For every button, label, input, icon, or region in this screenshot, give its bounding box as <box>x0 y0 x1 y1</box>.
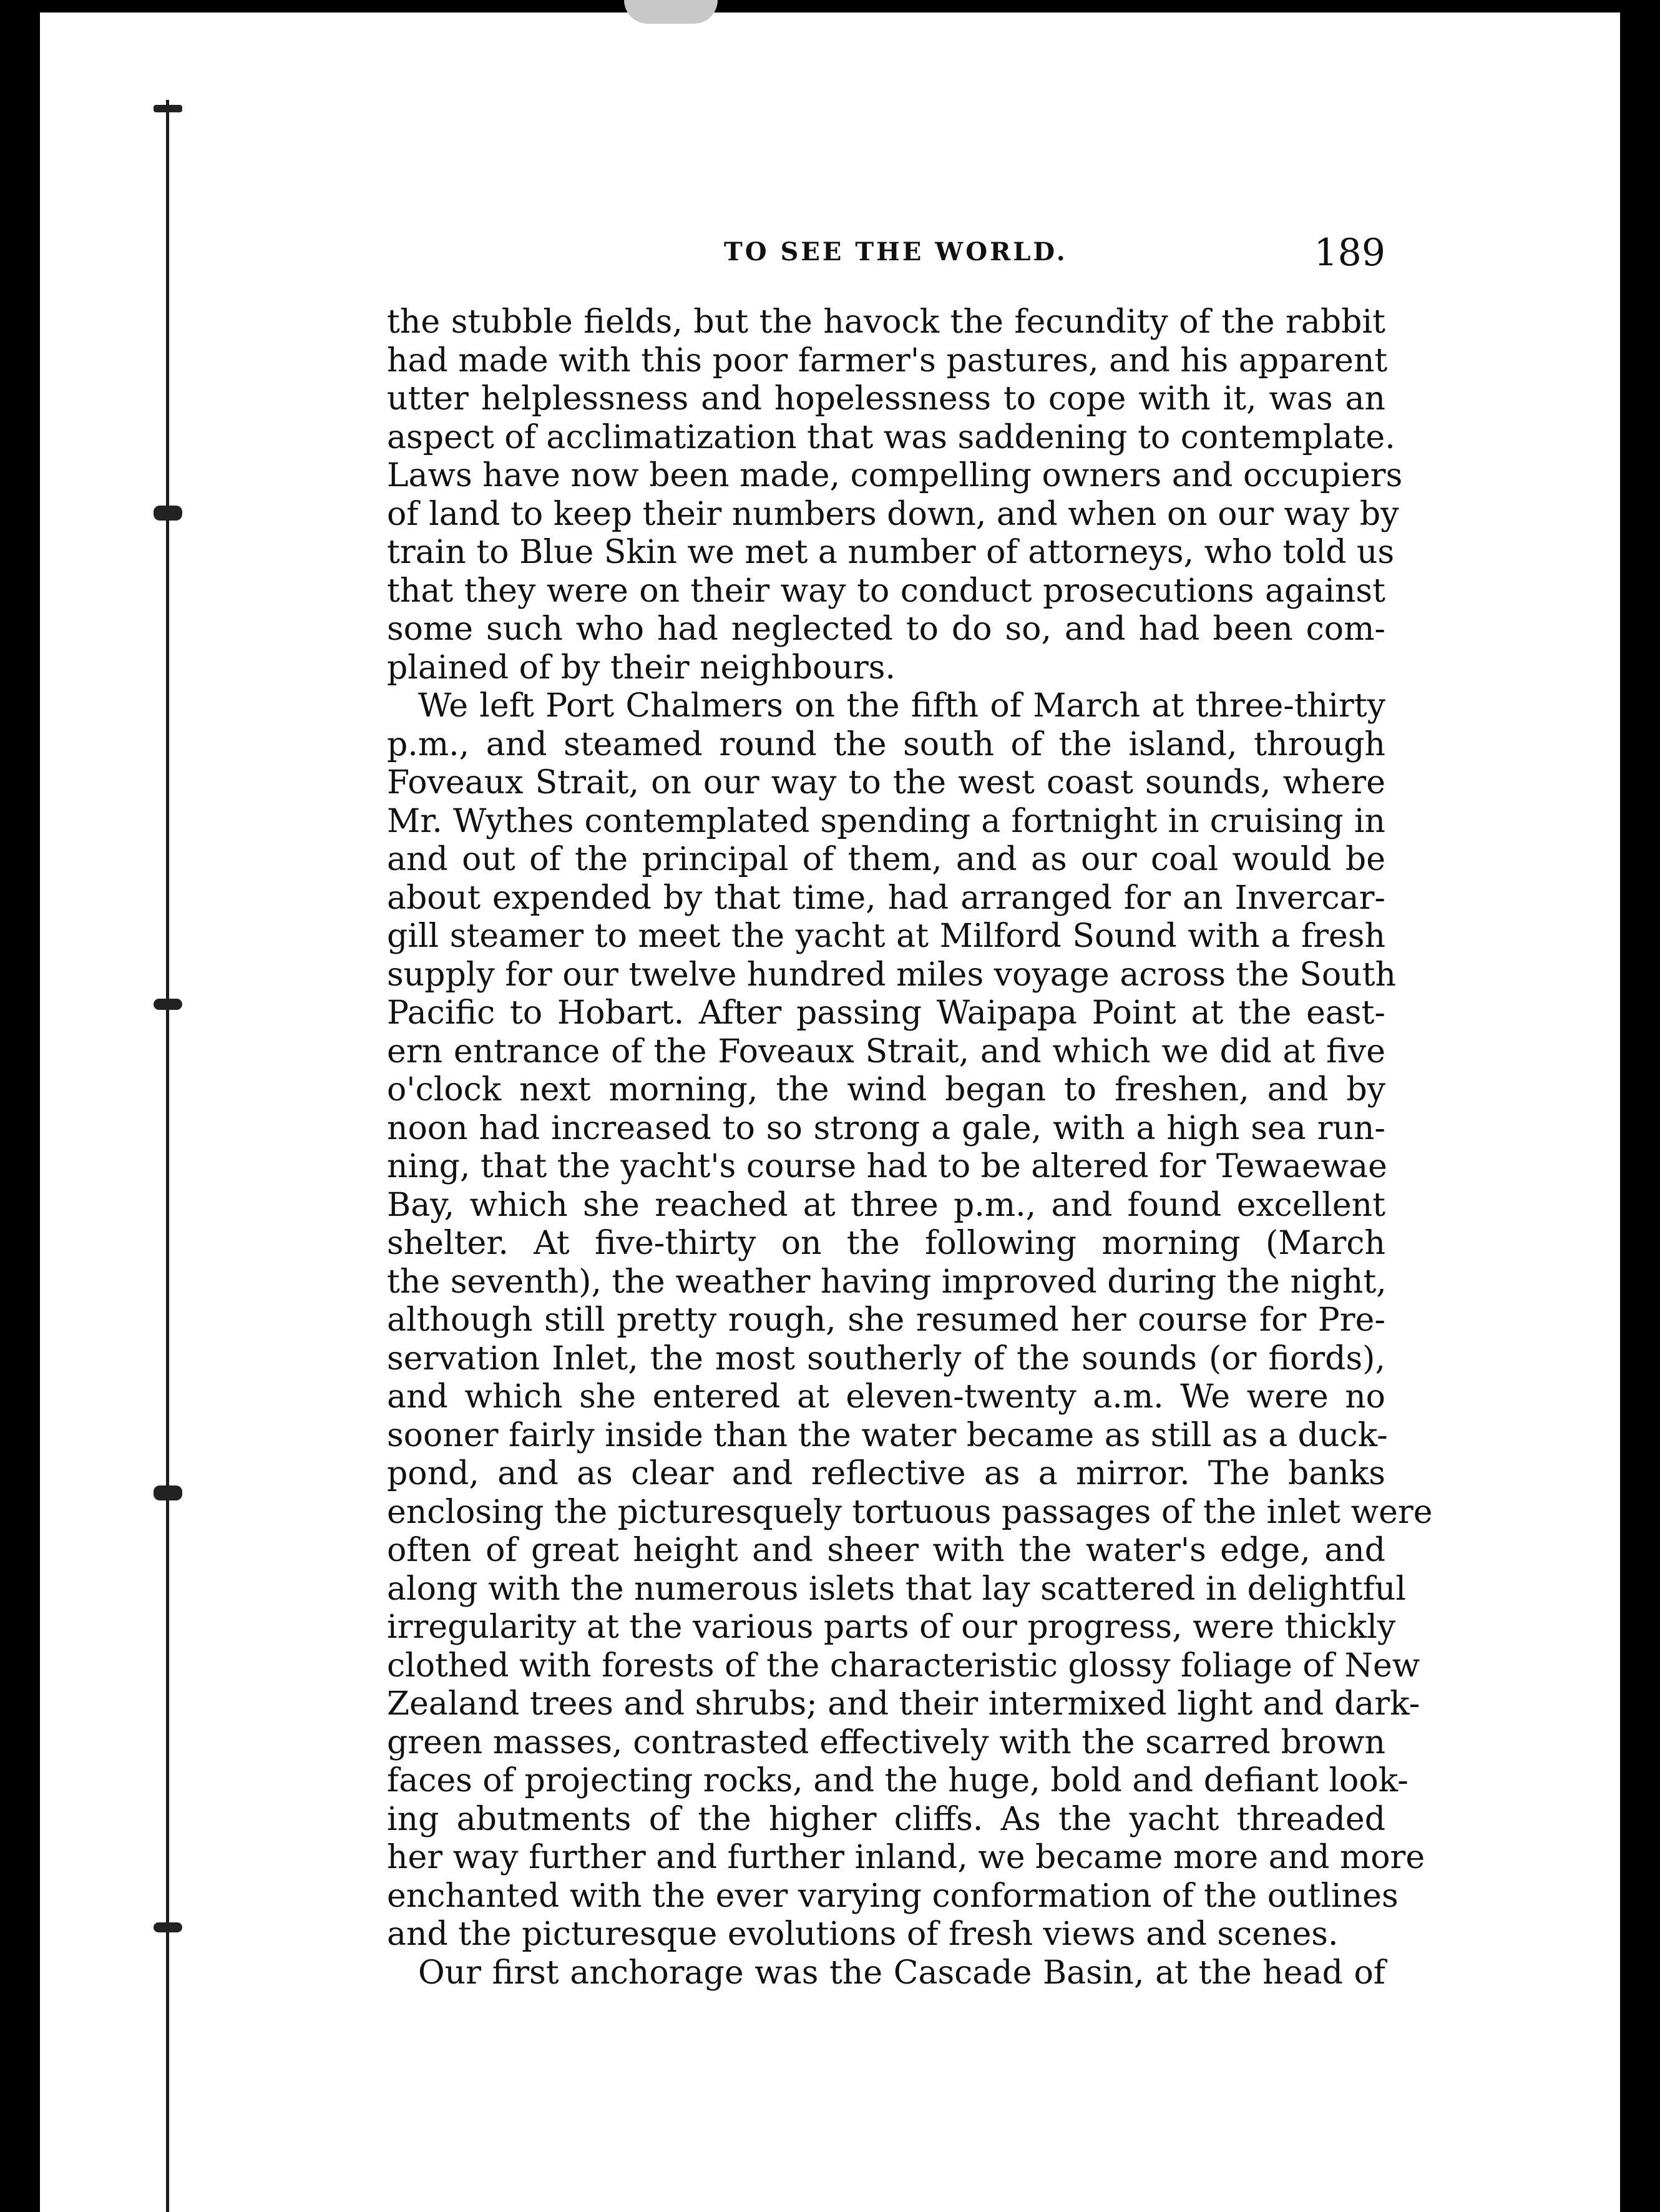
text-line: irregularity at the various parts of our progress, were thickly <box>387 1608 1396 1646</box>
text-line: enchanted with the ever varying conformation of the outlines <box>387 1877 1399 1915</box>
right-page-edge <box>1620 12 1635 2212</box>
text-line: her way further and further inland, we became more and more <box>387 1839 1425 1876</box>
text-line: clothed with forests of the characteristic glossy foliage of New <box>387 1647 1420 1685</box>
text-line: faces of projecting rocks, and the huge, bold and defiant look- <box>387 1762 1409 1799</box>
binding-gutter-line <box>166 100 169 2212</box>
text-line: although still pretty rough, she resumed her course for Pre- <box>387 1301 1385 1339</box>
text-line: plained of by their neighbours. <box>387 648 896 687</box>
text-line: p.m., and steamed round the south of the island, through <box>387 725 1385 763</box>
text-line: green masses, contrasted effectively with the scarred brown <box>387 1723 1385 1761</box>
text-line: ning, that the yacht's course had to be altered for Tewaewae <box>387 1148 1387 1185</box>
text-line: supply for our twelve hundred miles voyage across the South <box>387 956 1397 994</box>
text-line: noon had increased to so strong a gale, with a high sea run- <box>387 1109 1385 1147</box>
paragraph-start-line: We left Port Chalmers on the fifth of March at three-thirty <box>418 687 1385 725</box>
binding-stitch <box>154 1485 182 1500</box>
text-line: the stubble fields, but the havock the fecundity of the rabbit <box>387 303 1385 341</box>
text-line: sooner fairly inside than the water became as still as a duck- <box>387 1416 1388 1454</box>
page-number: 189 <box>1314 231 1385 275</box>
text-line: Pacific to Hobart. After passing Waipapa Point at the east- <box>387 994 1385 1032</box>
running-head: TO SEE THE WORLD. <box>724 237 1068 267</box>
text-line: the seventh), the weather having improved during the night, <box>387 1263 1387 1301</box>
text-line: often of great height and sheer with the water's edge, and <box>387 1532 1385 1569</box>
text-line: pond, and as clear and reflective as a mirror. The banks <box>387 1455 1385 1492</box>
text-line: that they were on their way to conduct prosecutions against <box>387 572 1385 610</box>
text-line: gill steamer to meet the yacht at Milford Sound with a fresh <box>387 918 1385 955</box>
text-line: and out of the principal of them, and as our coal would be <box>387 841 1385 878</box>
text-line: ern entrance of the Foveaux Strait, and which we did at five <box>387 1032 1385 1070</box>
binding-stitch <box>154 1922 182 1932</box>
text-line: and the picturesque evolutions of fresh views and scenes. <box>387 1916 1339 1953</box>
text-line: aspect of acclimatization that was saddening to contemplate. <box>387 418 1395 456</box>
text-line: some such who had neglected to do so, and had been com- <box>387 610 1385 648</box>
text-line: Foveaux Strait, on our way to the west coast sounds, where <box>387 764 1385 801</box>
page-header <box>387 231 1385 281</box>
text-line: train to Blue Skin we met a number of attorneys, who told us <box>387 534 1395 571</box>
text-line: o'clock next morning, the wind began to freshen, and by <box>387 1071 1385 1108</box>
text-line: enclosing the picturesquely tortuous passages of the inlet were <box>387 1493 1433 1531</box>
body-text <box>387 303 1433 1992</box>
text-line: Mr. Wythes contemplated spending a fortnight in cruising in <box>387 802 1385 840</box>
binding-stitch <box>154 999 182 1010</box>
binding-stitch <box>154 506 182 521</box>
binding-stitch <box>154 105 182 112</box>
text-line: had made with this poor farmer's pastures, and his apparent <box>387 341 1388 379</box>
text-line: Zealand trees and shrubs; and their intermixed light and dark- <box>387 1685 1420 1723</box>
text-line: of land to keep their numbers down, and when on our way by <box>387 495 1399 533</box>
text-line: about expended by that time, had arranged for an Invercar- <box>387 879 1385 917</box>
left-page-edge <box>25 12 40 2212</box>
text-line: utter helplessness and hopelessness to cope with it, was an <box>387 380 1385 418</box>
text-line: shelter. At five-thirty on the following morning (March <box>387 1225 1385 1262</box>
paragraph-start-line: Our first anchorage was the Cascade Basin, at the head of <box>418 1954 1385 1992</box>
text-line: servation Inlet, the most southerly of the sounds (or fiords), <box>387 1339 1385 1378</box>
text-line: ing abutments of the higher cliffs. As the yacht threaded <box>387 1800 1385 1838</box>
text-line: along with the numerous islets that lay scattered in delightful <box>387 1570 1406 1608</box>
ink-blot <box>624 0 718 24</box>
text-line: Bay, which she reached at three p.m., and found excellent <box>387 1186 1385 1224</box>
text-line: Laws have now been made, compelling owners and occupiers <box>387 457 1403 494</box>
text-line: and which she entered at eleven-twenty a.m. We were no <box>387 1378 1385 1416</box>
